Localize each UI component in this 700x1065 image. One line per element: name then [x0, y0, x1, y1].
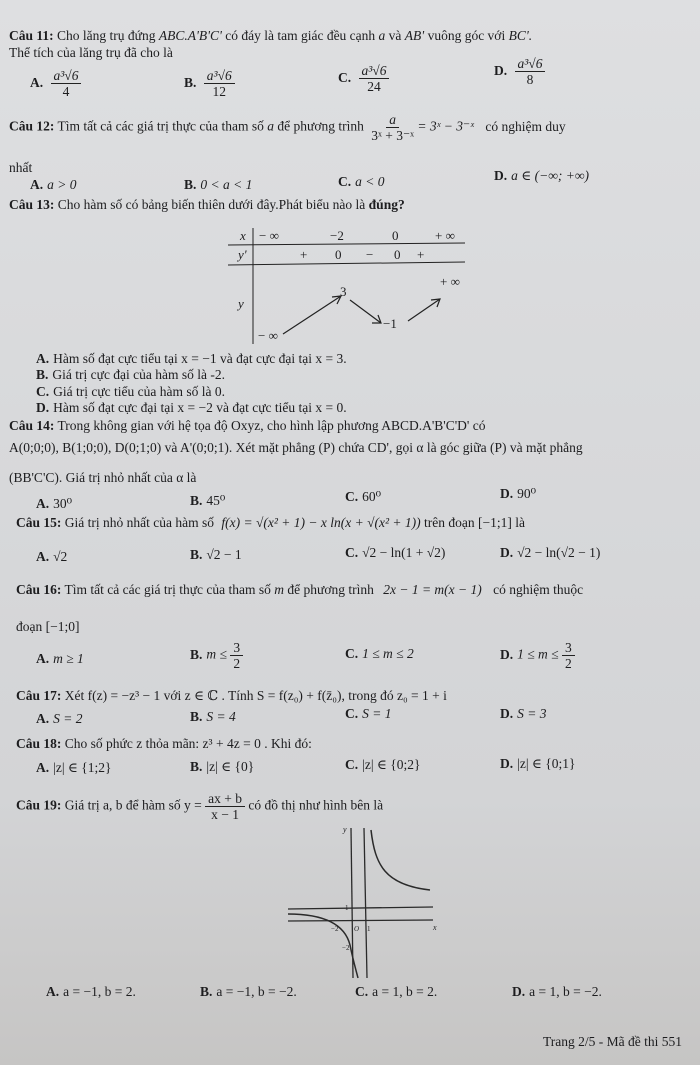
q14-option-c[interactable]: C. 60⁰	[345, 489, 382, 504]
q14-option-b[interactable]: B. 45⁰	[190, 493, 226, 508]
q12-stem: Câu 12: Tìm tất cả các giá trị thực của tham số a để phương trình $\frac{a}{\text{3ˣ + 3⁻ˣ}}$ = 3ˣ − 3⁻ˣ có nghiệm duy	[9, 112, 566, 143]
q11-line2: Thể tích của lăng trụ đã cho là	[9, 45, 173, 60]
q16-option-c[interactable]: C. 1 ≤ m ≤ 2	[345, 646, 414, 661]
q17-option-d[interactable]: D. S = 3	[500, 706, 547, 721]
q18-stem: Câu 18: Cho số phức z thỏa mãn: z³ + 4z = 0 . Khi đó:	[16, 736, 312, 751]
q14-option-a[interactable]: A. 30⁰	[36, 496, 73, 511]
q16-option-d[interactable]: D. 1 ≤ m ≤ $\frac{3}{2}$	[500, 640, 575, 671]
q11-label: Câu 11:	[9, 28, 54, 43]
variation-table: x − ∞ −2 0 + ∞ y' + 0 − 0 + y − ∞ 3 −1 + ∞	[228, 228, 468, 344]
q19-option-b[interactable]: B. a = −1, b = −2.	[200, 984, 297, 999]
q15-option-c[interactable]: C. √2 − ln(1 + √2)	[345, 545, 446, 560]
q17-option-b[interactable]: B. S = 4	[190, 709, 236, 724]
q12-option-c[interactable]: C. a < 0	[338, 174, 385, 189]
q13-option-d[interactable]: D. Hàm số đạt cực đại tại x = −2 và đạt cực tiểu tại x = 0.	[36, 400, 347, 415]
function-graph: y x O 1 −2 1 −2	[285, 820, 440, 980]
q19-option-c[interactable]: C. a = 1, b = 2.	[355, 984, 438, 999]
q11-option-a[interactable]: A. $\frac{\text{a³√6}}{4}$	[30, 68, 81, 99]
q18-option-a[interactable]: A. |z| ∈ {1;2}	[36, 760, 112, 775]
q17-stem: Câu 17: Xét f(z) = −z³ − 1 với z ∈ ℂ . Tính S = f(z₀) + f(z̄₀), trong đó z₀ = 1 + i	[16, 688, 447, 703]
q17-option-c[interactable]: C. S = 1	[345, 706, 392, 721]
q14-line3: (BB'C'C). Giá trị nhỏ nhất của α là	[9, 470, 197, 485]
q17-option-a[interactable]: A. S = 2	[36, 711, 83, 726]
q16-option-a[interactable]: A. m ≥ 1	[36, 651, 84, 666]
q19-stem: Câu 19: Giá trị a, b để hàm số y = $\frac{ax + b}{x - 1}$ có đồ thị như hình bên là	[16, 791, 384, 822]
q12-option-a[interactable]: A. a > 0	[30, 177, 77, 192]
q19-option-d[interactable]: D. a = 1, b = −2.	[512, 984, 602, 999]
q15-option-d[interactable]: D. √2 − ln(√2 − 1)	[500, 545, 601, 560]
q11-option-c[interactable]: C. $\frac{\text{a³√6}}{24}$	[338, 63, 389, 94]
q19-option-a[interactable]: A. a = −1, b = 2.	[46, 984, 136, 999]
q15-option-a[interactable]: A. √2	[36, 549, 68, 564]
q13-option-a[interactable]: A. Hàm số đạt cực tiểu tại x = −1 và đạt cực đại tại x = 3.	[36, 351, 347, 366]
q12-option-d[interactable]: D. a ∈ (−∞; +∞)	[494, 168, 589, 183]
hyperbola-graph	[285, 820, 440, 980]
q13-option-c[interactable]: C. Giá trị cực tiểu của hàm số là 0.	[36, 384, 226, 399]
q14-option-d[interactable]: D. 90⁰	[500, 486, 537, 501]
q11-option-b[interactable]: B. $\frac{\text{a³√6}}{12}$	[184, 68, 235, 99]
q13-option-b[interactable]: B. Giá trị cực đại của hàm số là -2.	[36, 367, 226, 382]
q14-line2: A(0;0;0), B(1;0;0), D(0;1;0) và A'(0;0;1). Xét mặt phẳng (P) chứa CD', gọi α là góc giữa (P) và mặt phẳng	[9, 440, 583, 455]
q16-stem: Câu 16: Tìm tất cả các giá trị thực của tham số m để phương trình 2x − 1 = m(x − 1) có nghiệm thuộc	[16, 582, 584, 597]
q16-option-b[interactable]: B. m ≤ $\frac{3}{2}$	[190, 640, 243, 671]
q11-stem: Câu 11: Cho lăng trụ đứng ABC.A'B'C' có đáy là tam giác đều cạnh a và AB' vuông góc với BC'.	[9, 28, 533, 43]
q18-option-c[interactable]: C. |z| ∈ {0;2}	[345, 757, 421, 772]
q13-stem: Câu 13: Cho hàm số có bảng biến thiên dưới đây.Phát biểu nào là đúng?	[9, 197, 405, 212]
q18-option-b[interactable]: B. |z| ∈ {0}	[190, 759, 255, 774]
q15-stem: Câu 15: Giá trị nhỏ nhất của hàm số f(x) = √(x² + 1) − x ln(x + √(x² + 1)) trên đoạn [−1;1] là	[16, 515, 525, 530]
page-footer: Trang 2/5 - Mã đề thi 551	[543, 1034, 682, 1049]
q18-option-d[interactable]: D. |z| ∈ {0;1}	[500, 756, 576, 771]
q15-option-b[interactable]: B. √2 − 1	[190, 547, 242, 562]
q16-line2: đoạn [−1;0]	[16, 619, 80, 634]
q12-option-b[interactable]: B. 0 < a < 1	[184, 177, 253, 192]
q14-stem: Câu 14: Trong không gian với hệ tọa độ Oxyz, cho hình lập phương ABCD.A'B'C'D' có	[9, 418, 486, 433]
q12-line2: nhất	[9, 160, 33, 175]
variation-table-lines	[228, 228, 468, 344]
q11-option-d[interactable]: D. $\frac{\text{a³√6}}{8}$	[494, 56, 545, 87]
